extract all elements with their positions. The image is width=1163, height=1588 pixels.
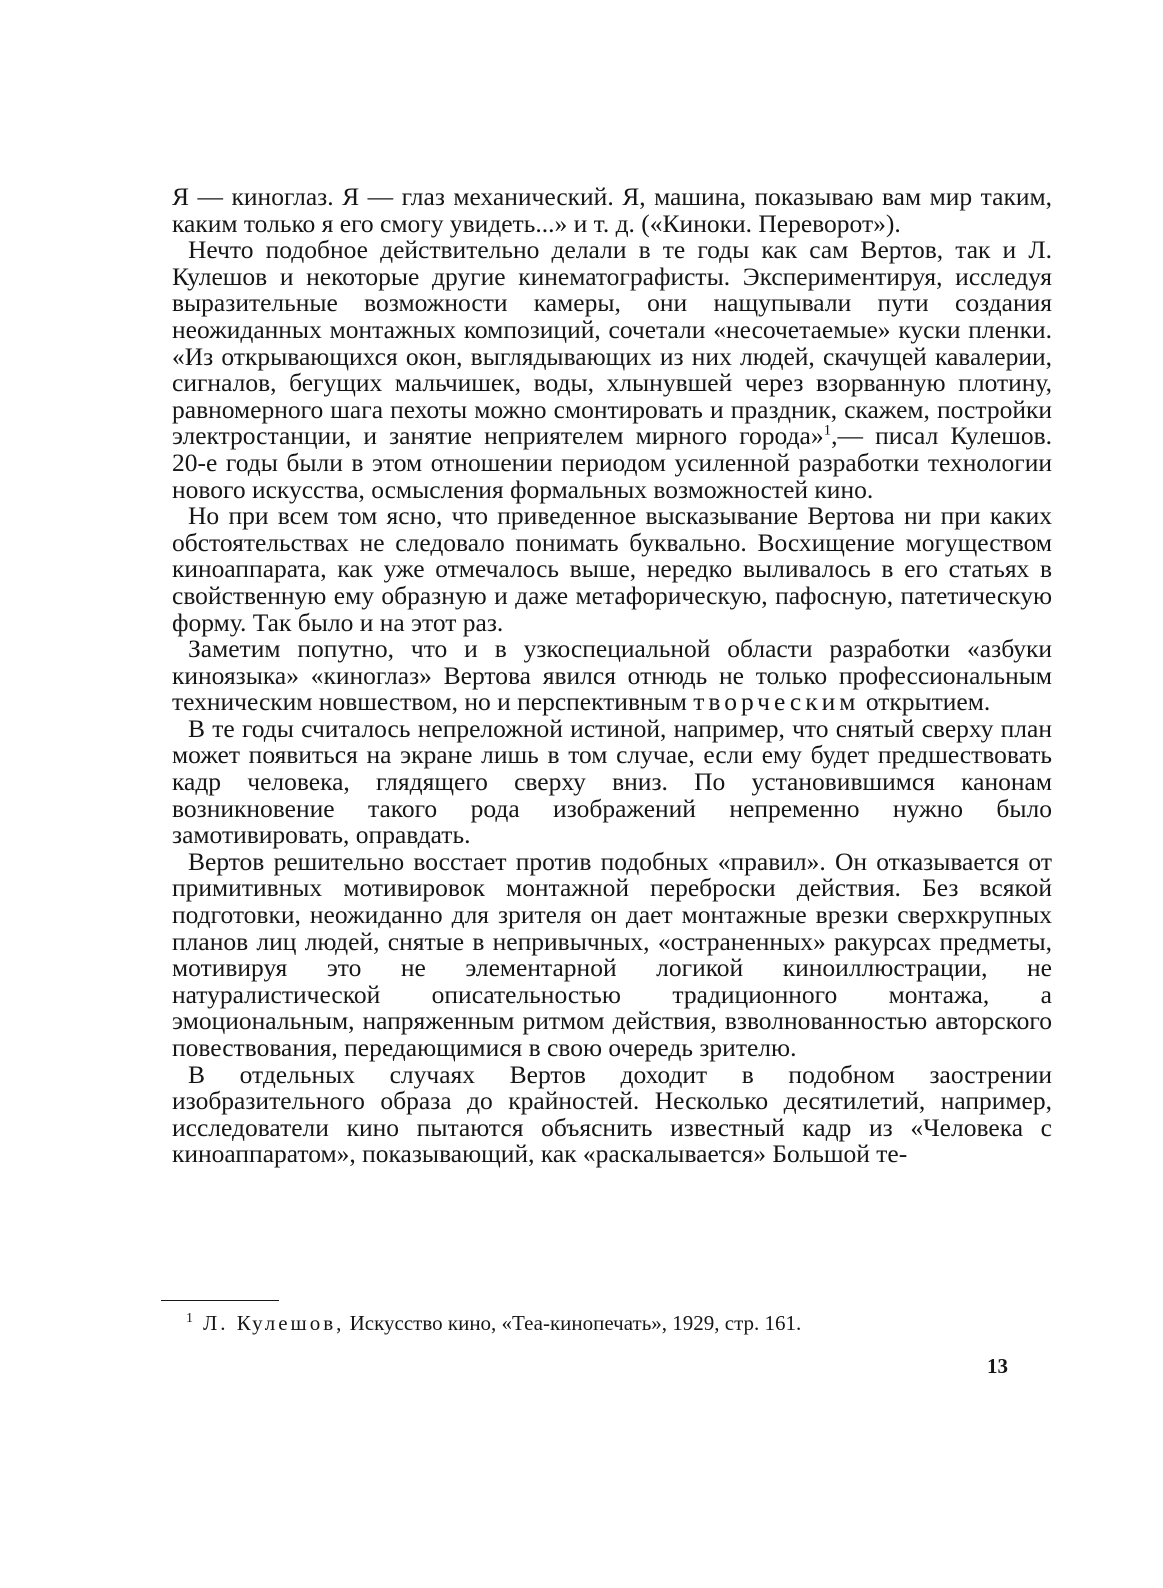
footnote-number: 1	[186, 1311, 193, 1326]
paragraph-5: В те годы считалось непреложной истиной, например, что снятый сверху план может появиться на экране лишь в том случае, если ему будет предшествовать кадр человека, глядящего сверху вниз. По установившимся канонам возникновение такого рода изображений непременно нужно было замотивировать, оправдать.	[172, 713, 1052, 850]
paragraph-4-tail: открытием.	[865, 687, 991, 717]
footnote-text: Искусство кино, «Теа-кинопечать», 1929, стр. 161.	[349, 1311, 802, 1335]
paragraph-2-text: Нечто подобное действительно делали в те годы как сам Вертов, так и Л. Кулешов и некоторые другие кинематографисты. Экспериментируя, исследуя выразительные возможности камеры, они нащупывали пути создания неожиданных монтажных композиций, сочетали «несочетаемые» куски пленки. «Из открывающихся окон, выглядывающих из них людей, скачущей кавалерии, сигналов, бегущих мальчишек, воды, хлынувшей через взорванную плотину, равномерного шага пехоты можно смонтировать и праздник, скажем, постройки электростанции, и занятие неприятелем мирного города»	[172, 235, 1052, 451]
main-text	[172, 184, 1052, 1168]
paragraph-2	[172, 237, 1052, 503]
paragraph-1: Я — киноглаз. Я — глаз механический. Я, машина, показываю вам мир таким, каким только я его смогу увидеть...» и т. д. («Киноки. Переворот»).	[172, 182, 1052, 238]
footnote-divider	[161, 1300, 279, 1301]
footnote-reference: 1	[823, 422, 832, 439]
paragraph-2-tail: ,— писал Кулешов. 20-е годы были в этом отношении периодом усиленной разработки технологии нового искусства, осмысления формальных возможностей кино.	[172, 421, 1052, 504]
footnote	[186, 1310, 1046, 1336]
spaced-emphasis: творческим	[693, 687, 860, 717]
paragraph-4	[172, 636, 1052, 716]
page-number: 13	[987, 1354, 1008, 1378]
paragraph-7: В отдельных случаях Вертов доходит в подобном заострении изобразительного образа до крайностей. Несколько десятилетий, например, исследователи кино пытаются объяснить известный кадр из «Человека с киноаппаратом», показывающий, как «раскалывается» Большой те-	[172, 1059, 1052, 1169]
paragraph-6: Вертов решительно восстает против подобных «правил». Он отказывается от примитивных мотивировок монтажной переброски действия. Без всякой подготовки, неожиданно для зрителя он дает монтажные врезки сверхкрупных планов лиц людей, снятые в непривычных, «остраненных» ракурсах предметы, мотивируя это не элементарной логикой киноиллюстрации, не натуралистической описательностью традиционного монтажа, а эмоциональным, напряженным ритмом действия, взволнованностью авторского повествования, передающимися в свою очередь зрителю.	[172, 846, 1052, 1062]
paragraph-4-text: Заметим попутно, что и в узкоспециальной области разработки «азбуки киноязыка» «киноглаз» Вертова явился отнюдь не только профессиональным техническим новшеством, но и перспективным	[172, 634, 1052, 717]
footnote-author: Л. Кулешов,	[203, 1311, 345, 1335]
paragraph-3: Но при всем том ясно, что приведенное высказывание Вертова ни при каких обстоятельствах не следовало понимать буквально. Восхищение могуществом киноаппарата, как уже отмечалось выше, нередко выливалось в его статьях в свойственную ему образную и даже метафорическую, пафосную, патетическую форму. Так было и на этот раз.	[172, 501, 1052, 637]
